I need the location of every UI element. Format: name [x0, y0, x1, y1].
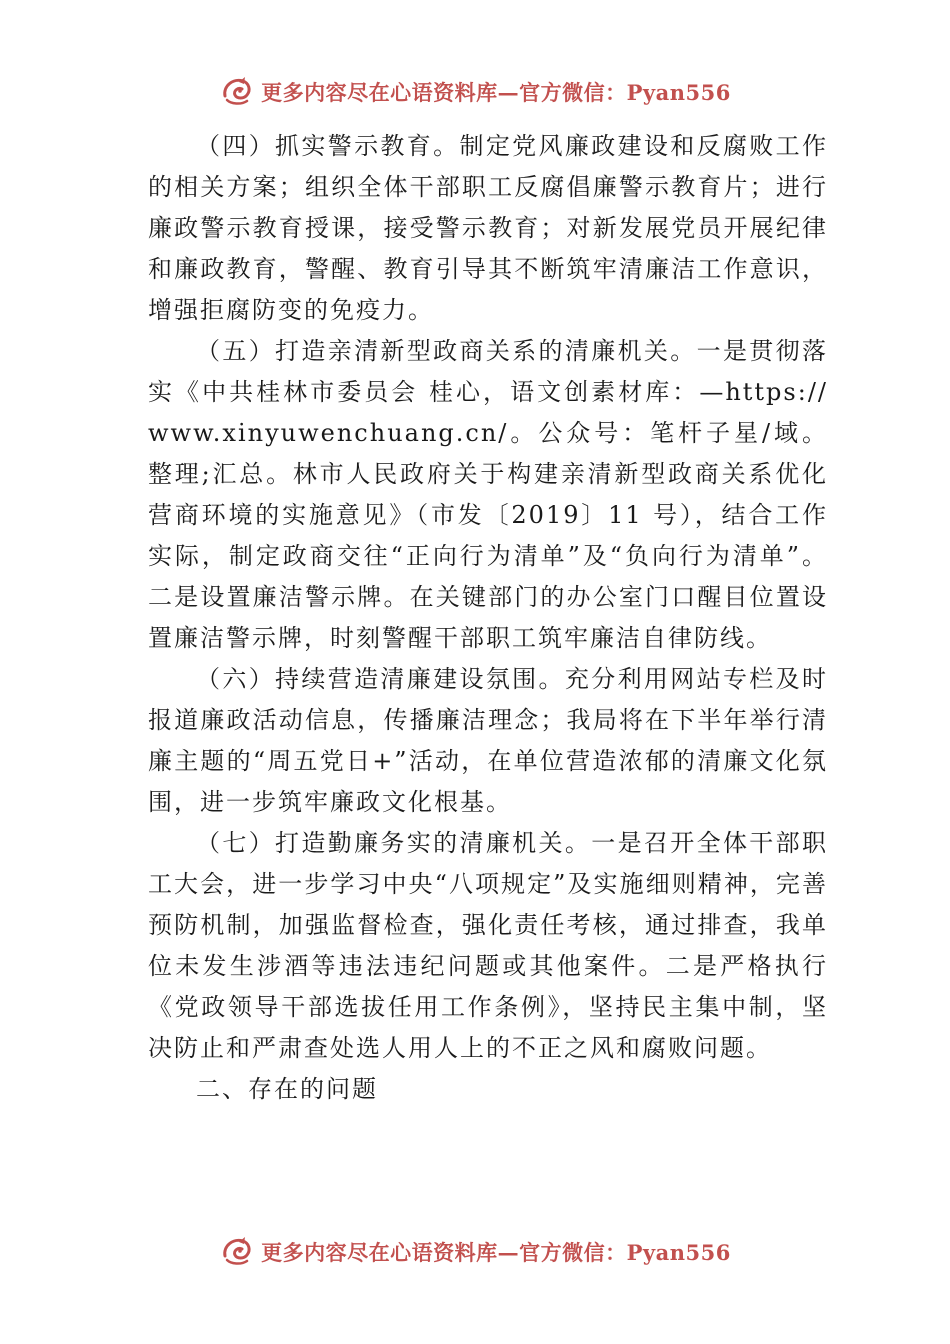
document-body	[148, 126, 828, 1110]
bird-swirl-logo-icon	[219, 74, 255, 110]
bird-swirl-logo-icon	[219, 1234, 255, 1270]
header-banner-text: 更多内容尽在心语资料库—官方微信：Pyan556	[261, 80, 731, 105]
section-heading: 二、存在的问题	[196, 1075, 378, 1103]
footer-banner	[0, 1232, 950, 1272]
footer-banner-text: 更多内容尽在心语资料库—官方微信：Pyan556	[261, 1240, 731, 1265]
paragraph-diligent-organ: （七）打造勤廉务实的清廉机关。一是召开全体干部职工大会，进一步学习中央“八项规定”及实施细则精神，完善预防机制，加强监督检查，强化责任考核，通过排查，我单位未发生涉酒等违法违纪问题或其他案件。二是严格执行《党政领导干部选拔任用工作条例》，坚持民主集中制，坚 决防止和严肃查处选人用人上的不正之风和腐败问题。	[148, 829, 828, 1062]
paragraph-clean-atmosphere: （六）持续营造清廉建设氛围。充分利用网站专栏及时报道廉政活动信息，传播廉洁理念；我局将在下半年举行清廉主题的“周五党日+”活动，在单位营造浓郁的清廉文化氛围，进一步筑牢廉政文化根基。	[148, 665, 828, 816]
paragraph-warning-education: （四）抓实警示教育。制定党风廉政建设和反腐败工作的相关方案；组织全体干部职工反腐倡廉警示教育片；进行廉政警示教育授课，接受警示教育；对新发展党员开展纪律和廉政教育，警醒、教育引导其不断筑牢清廉洁工作意识， 增强拒腐防变的免疫力。	[148, 132, 828, 324]
header-banner	[0, 72, 950, 112]
paragraph-business-relations: （五）打造亲清新型政商关系的清廉机关。一是贯彻落实《中共桂林市委员会 桂心，语文创素材库：—https://www.xinyuwenchuang.cn/。公众号：笔杆子星/域。整理;汇总。林市人民政府关于构建亲清新型政商关系优化营商环境的实施意见》（市发〔2019〕11 号），结合工作实际，制定政商交往“正向行为清单”及“负向行为清单”。二是设置廉洁警示牌。在关键部门的办公室门口醒目位置设置廉洁警示牌，时刻警醒干部职工筑牢廉洁自律防线。	[148, 337, 828, 652]
